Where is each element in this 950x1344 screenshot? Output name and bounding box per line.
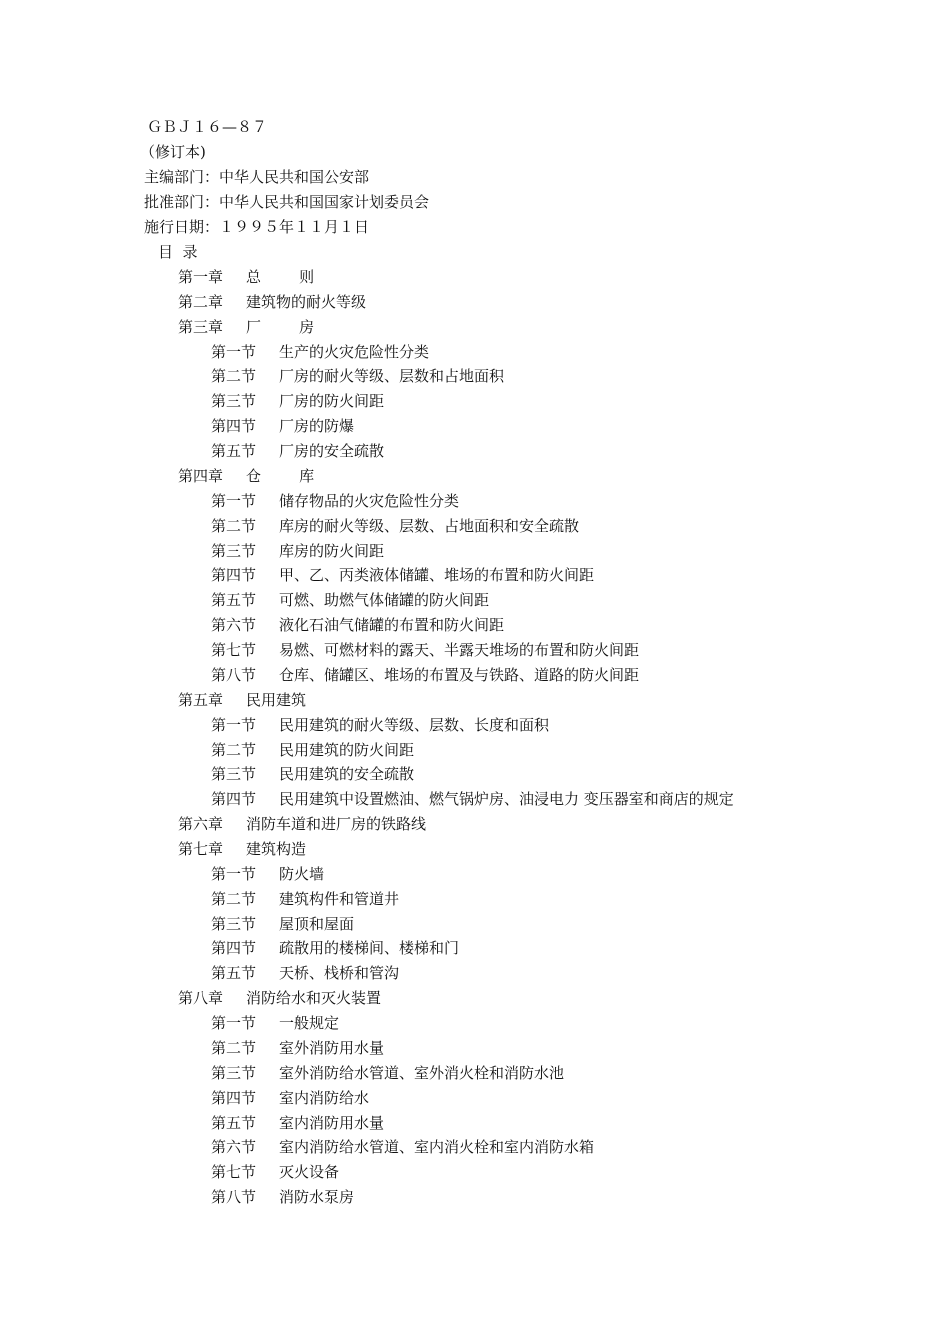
toc-section-entry <box>211 764 414 784</box>
toc-section-entry <box>211 1013 339 1033</box>
chapter-title: 民用建筑 <box>246 691 307 709</box>
section-number: 第八节 <box>211 1188 257 1206</box>
section-number: 第三节 <box>211 392 257 410</box>
revision-note: （修订本) <box>140 143 206 161</box>
section-number: 第一节 <box>211 865 257 883</box>
section-number: 第七节 <box>211 641 257 659</box>
section-number: 第四节 <box>211 1089 257 1107</box>
section-title: 甲、乙、丙类液体储罐、堆场的布置和防火间距 <box>279 566 595 584</box>
section-number: 第三节 <box>211 1064 257 1082</box>
section-title: 储存物品的火灾危险性分类 <box>279 492 460 510</box>
chapter-title: 消防给水和灭火装置 <box>246 989 382 1007</box>
section-title: 液化石油气储罐的布置和防火间距 <box>279 616 505 634</box>
section-number: 第二节 <box>211 367 257 385</box>
section-title: 生产的火灾危险性分类 <box>279 343 430 361</box>
toc-section-entry <box>211 1113 384 1133</box>
toc-section-entry <box>211 864 324 884</box>
toc-section-entry <box>211 1187 354 1207</box>
section-title: 厂房的耐火等级、层数和占地面积 <box>279 367 505 385</box>
chapter-title: 建筑构造 <box>246 840 307 858</box>
toc-section-entry <box>211 963 399 983</box>
section-number: 第五节 <box>211 591 257 609</box>
effective-date: 施行日期：１９９５年１１月１日 <box>144 218 370 236</box>
section-number: 第五节 <box>211 964 257 982</box>
toc-section-entry <box>211 416 354 436</box>
section-number: 第一节 <box>211 492 257 510</box>
section-number: 第二节 <box>211 517 257 535</box>
section-number: 第三节 <box>211 542 257 560</box>
toc-section-entry <box>211 1038 384 1058</box>
section-number: 第六节 <box>211 616 257 634</box>
chapter-number: 第一章 <box>178 268 224 286</box>
toc-chapter-entry <box>178 267 314 287</box>
standard-code: ＧＢＪ１６—８７ <box>147 118 268 136</box>
toc-title: 目 录 <box>158 243 198 261</box>
section-number: 第六节 <box>211 1138 257 1156</box>
toc-section-entry <box>211 914 354 934</box>
toc-section-entry <box>211 342 429 362</box>
toc-section-entry <box>211 1088 369 1108</box>
chapter-title: 总 则 <box>246 268 315 286</box>
section-number: 第一节 <box>211 343 257 361</box>
toc-section-entry <box>211 665 639 685</box>
section-title: 厂房的防爆 <box>279 417 355 435</box>
section-title: 建筑构件和管道井 <box>279 890 400 908</box>
toc-section-entry <box>211 615 504 635</box>
section-number: 第五节 <box>211 1114 257 1132</box>
section-title: 民用建筑中设置燃油、燃气锅炉房、油浸电力 变压器室和商店的规定 <box>279 790 734 808</box>
toc-chapter-entry <box>178 839 306 859</box>
chapter-number: 第四章 <box>178 467 224 485</box>
editor-department: 主编部门：中华人民共和国公安部 <box>144 168 370 186</box>
chapter-title: 厂 房 <box>246 318 315 336</box>
toc-section-entry <box>211 938 459 958</box>
section-number: 第五节 <box>211 442 257 460</box>
chapter-number: 第七章 <box>178 840 224 858</box>
toc-section-entry <box>211 441 384 461</box>
toc-section-entry <box>211 590 489 610</box>
toc-section-entry <box>211 715 549 735</box>
section-number: 第四节 <box>211 790 257 808</box>
toc-chapter-entry <box>178 466 314 486</box>
section-title: 灭火设备 <box>279 1163 340 1181</box>
section-title: 疏散用的楼梯间、楼梯和门 <box>279 939 460 957</box>
section-number: 第一节 <box>211 1014 257 1032</box>
section-title: 一般规定 <box>279 1014 340 1032</box>
section-number: 第三节 <box>211 915 257 933</box>
toc-section-entry <box>211 1162 339 1182</box>
chapter-title: 仓 库 <box>246 467 315 485</box>
section-number: 第二节 <box>211 890 257 908</box>
toc-section-entry <box>211 565 594 585</box>
chapter-number: 第二章 <box>178 293 224 311</box>
chapter-number: 第八章 <box>178 989 224 1007</box>
section-title: 民用建筑的安全疏散 <box>279 765 415 783</box>
section-title: 屋顶和屋面 <box>279 915 355 933</box>
section-number: 第八节 <box>211 666 257 684</box>
toc-chapter-entry <box>178 814 426 834</box>
section-title: 民用建筑的防火间距 <box>279 741 415 759</box>
section-title: 库房的耐火等级、层数、占地面积和安全疏散 <box>279 517 580 535</box>
toc-chapter-entry <box>178 292 366 312</box>
chapter-number: 第六章 <box>178 815 224 833</box>
toc-section-entry <box>211 366 504 386</box>
section-title: 库房的防火间距 <box>279 542 385 560</box>
section-title: 室内消防给水 <box>279 1089 370 1107</box>
toc-section-entry <box>211 640 639 660</box>
section-title: 室外消防给水管道、室外消火栓和消防水池 <box>279 1064 565 1082</box>
chapter-number: 第三章 <box>178 318 224 336</box>
toc-section-entry <box>211 740 414 760</box>
section-number: 第七节 <box>211 1163 257 1181</box>
toc-section-entry <box>211 541 384 561</box>
toc-chapter-entry <box>178 317 314 337</box>
section-title: 民用建筑的耐火等级、层数、长度和面积 <box>279 716 550 734</box>
section-title: 消防水泵房 <box>279 1188 355 1206</box>
approver-department: 批准部门：中华人民共和国国家计划委员会 <box>144 193 430 211</box>
section-number: 第四节 <box>211 939 257 957</box>
section-title: 厂房的安全疏散 <box>279 442 385 460</box>
section-title: 仓库、储罐区、堆场的布置及与铁路、道路的防火间距 <box>279 666 640 684</box>
chapter-title: 消防车道和进厂房的铁路线 <box>246 815 427 833</box>
section-title: 厂房的防火间距 <box>279 392 385 410</box>
section-number: 第三节 <box>211 765 257 783</box>
section-title: 易燃、可燃材料的露天、半露天堆场的布置和防火间距 <box>279 641 640 659</box>
section-title: 室内消防用水量 <box>279 1114 385 1132</box>
section-number: 第二节 <box>211 1039 257 1057</box>
section-number: 第二节 <box>211 741 257 759</box>
toc-section-entry <box>211 1137 594 1157</box>
section-number: 第四节 <box>211 417 257 435</box>
section-number: 第四节 <box>211 566 257 584</box>
toc-section-entry <box>211 889 399 909</box>
toc-section-entry <box>211 1063 564 1083</box>
chapter-number: 第五章 <box>178 691 224 709</box>
section-title: 天桥、栈桥和管沟 <box>279 964 400 982</box>
section-title: 室内消防给水管道、室内消火栓和室内消防水箱 <box>279 1138 595 1156</box>
section-title: 防火墙 <box>279 865 325 883</box>
toc-chapter-entry <box>178 690 306 710</box>
section-title: 可燃、助燃气体储罐的防火间距 <box>279 591 490 609</box>
toc-section-entry <box>211 491 459 511</box>
toc-section-entry <box>211 516 579 536</box>
section-number: 第一节 <box>211 716 257 734</box>
chapter-title: 建筑物的耐火等级 <box>246 293 367 311</box>
section-title: 室外消防用水量 <box>279 1039 385 1057</box>
toc-section-entry <box>211 391 384 411</box>
toc-section-entry <box>211 789 734 809</box>
toc-chapter-entry <box>178 988 381 1008</box>
